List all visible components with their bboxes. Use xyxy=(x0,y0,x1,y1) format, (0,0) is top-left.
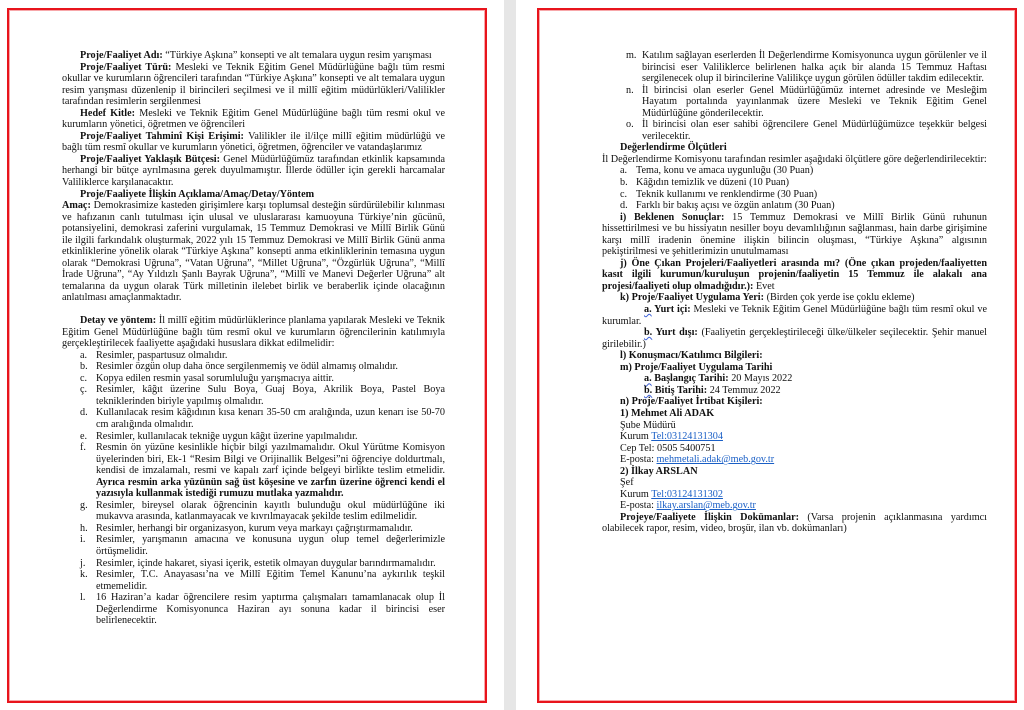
speaker-info xyxy=(602,350,987,362)
list-item-text: İl birincisi olan eser sahibi öğrencilere Genel Müdürlüğümüzce teşekkür belgesi verilecektir. xyxy=(642,119,987,142)
document-page-2 xyxy=(526,0,1024,710)
abroad-paragraph xyxy=(602,327,987,350)
project-type-label: Proje/Faaliyet Türü: xyxy=(80,61,172,73)
rules-continued-list xyxy=(602,50,987,142)
list-marker: n. xyxy=(626,84,634,96)
contact-title: Şube Müdürü xyxy=(620,419,676,431)
list-item-text: Resimler özgün olup daha önce sergilenmemiş ve ödül almamış olmalıdır. xyxy=(96,361,398,373)
list-item-text: Resimler, bireysel olarak öğrencinin kayıtlı bulunduğu okul müdürlüğüne iki mukavva arasında, katlanmayacak ve kıvrılmayacak şekilde teslim edilmelidir. xyxy=(96,499,445,523)
start-date-label: Başlangıç Tarihi: xyxy=(651,373,729,385)
reach-label: Proje/Faaliyet Tahminî Kişi Erişimi: xyxy=(80,130,244,142)
start-date-marker: a. xyxy=(644,373,652,385)
list-item xyxy=(62,442,445,500)
location-text: (Birden çok yerde ise çoklu ekleme) xyxy=(764,292,915,304)
list-item xyxy=(62,500,445,523)
project-type-text: Mesleki ve Teknik Eğitim Genel Müdürlüğüne bağlı tüm resmi okullar ve kurumların öğrencileri tarafından “Türkiye Aşkına” konsepti ve alt temalara uygun resim yarışması düzenlenip il birincileri seçilmesi ve il millî eğitim müdürlükleri/Valilikler tarafından resimlerin sergilenmesi xyxy=(62,61,446,108)
list-item xyxy=(602,189,987,201)
contact-kurum-label: Kurum xyxy=(620,488,652,500)
rules-list xyxy=(62,350,445,627)
list-item-text: Teknik kullanımı ve renklendirme (30 Puan) xyxy=(636,188,818,200)
spacer xyxy=(62,304,445,315)
list-item xyxy=(62,384,445,407)
target-audience-label: Hedef Kitle: xyxy=(80,107,136,119)
list-item-text: Resimler, T.C. Anayasası’na ve Millî Eğitim Temel Kanunu’na aykırılık teşkil etmemelidir. xyxy=(96,569,445,592)
documents-label: Projeye/Faaliyete İlişkin Dokümanlar: xyxy=(620,511,800,523)
abroad-text: (Faaliyetin gerçekleştirileceği ülke/ülkeler seçilecektir. Şehir manuel girilebilir.) xyxy=(602,327,988,350)
project-type-paragraph xyxy=(62,62,445,108)
list-item-text: Kullanılacak resim kâğıdının kısa kenarı 35-50 cm aralığında, uzun kenarı ise 50-70 cm aralığında olmalıdır. xyxy=(96,407,445,430)
expected-results-label: i) Beklenen Sonuçlar: xyxy=(620,211,725,223)
contacts-heading xyxy=(602,396,987,408)
date-heading-label: m) Proje/Faaliyet Uygulama Tarihi xyxy=(620,361,773,373)
abroad-marker: b. xyxy=(644,327,653,339)
list-marker: o. xyxy=(626,119,634,131)
list-item-text: Tema, konu ve amaca uygunluğu (30 Puan) xyxy=(636,165,814,177)
date-heading xyxy=(602,362,987,374)
featured-project-paragraph xyxy=(602,258,987,293)
list-item xyxy=(62,558,445,570)
list-item xyxy=(62,407,445,430)
list-item-bold-text: Ayrıca resmin arka yüzünün sağ üst köşesine ve zarfın üzerine öğrenci kendi el yazısıyla kullanmak istediği rumuzu mutlaka yazmalıdır. xyxy=(96,476,445,500)
method-label: Detay ve yöntem: xyxy=(80,315,157,327)
expected-results-paragraph xyxy=(602,212,987,258)
list-item-text: Resmin ön yüzüne kesinlikle hiçbir bilgi yazılmamalıdır. Okul Yürütme Komisyon üyelerinden biri, Ek-1 “Resim Bilgi ve Orijinallik Belgesi”ni öğrenciye doldurtmalı, kendisi de imzalamalı, resmi ve kapalı zarf içinde belgeyi birlikte teslim etmelidir. xyxy=(96,442,445,477)
contact-title: Şef xyxy=(620,477,634,489)
featured-project-label: j) Öne Çıkan Projeleri/Faaliyetleri arasında mı? (Öne çıkan projeden/faaliyetten kasıt ilgili kurumun/kuruluşun projenin/faaliyetin 15 Temmuz ile alakalı ana projesi/faaliyeti olup olmadığıdır.): xyxy=(602,257,987,292)
contact-kurum-label: Kurum xyxy=(620,431,652,443)
list-marker: g. xyxy=(80,499,88,511)
contacts-heading-label: n) Proje/Faaliyet İrtibat Kişileri: xyxy=(620,396,763,408)
list-marker: d. xyxy=(80,407,88,419)
list-item xyxy=(62,523,445,535)
list-item xyxy=(62,592,445,627)
list-marker: c. xyxy=(620,188,628,200)
method-text: İl millî eğitim müdürlüklerince planlama yapılarak Mesleki ve Teknik Eğitim Genel Müdürlüğüne bağlı tüm resmî okul ve kurumların öğrencilerinin katılımıyla gerçekleştirilecek faaliyette aşağıdaki hususlara dikkat edilmelidir: xyxy=(62,315,445,350)
contact-email-label: E-posta: xyxy=(620,500,657,512)
contact-name: 2) İlkay ARSLAN xyxy=(620,465,698,477)
featured-project-value: Evet xyxy=(753,280,775,292)
list-item xyxy=(602,165,987,177)
list-item-text: Farklı bir bakış açısı ve özgün anlatım (30 Puan) xyxy=(636,200,835,212)
list-item xyxy=(62,373,445,385)
list-item-text: Resimler, yarışmanın amacına ve konusuna uygun olup temel değerlerimizle örtüşmelidir. xyxy=(96,534,445,557)
method-paragraph xyxy=(62,315,445,350)
reach-paragraph xyxy=(62,131,445,154)
list-marker: k. xyxy=(80,569,88,581)
location-label: k) Proje/Faaliyet Uygulama Yeri: xyxy=(620,292,765,304)
start-date xyxy=(602,373,987,385)
document-page-1 xyxy=(0,0,497,710)
reach-text: Valilikler ile il/ilçe millî eğitim müdürlüğü ve bağlı tüm resmî okullar ve kurumların yönetici, öğretmen, öğrenciler ve vatandaşlarımız xyxy=(62,130,445,154)
list-item-text: Resimler, paspartusuz olmalıdır. xyxy=(96,349,228,361)
list-item-text: İl birincisi olan eserler Genel Müdürlüğümüz internet adresinde ve Mesleğim Hayatım portalında yayınlanmak üzere Mesleki ve Teknik Eğitim Genel Müdürlüğüne gönderilecektir. xyxy=(642,84,987,119)
page-body xyxy=(602,50,987,535)
list-item xyxy=(62,569,445,592)
list-marker: m. xyxy=(626,50,637,61)
list-item xyxy=(602,119,987,142)
list-marker: l. xyxy=(80,592,86,604)
list-marker: a. xyxy=(80,349,88,361)
purpose-label: Amaç: xyxy=(62,200,91,212)
list-item-text: Resimler, kâğıt üzerine Sulu Boya, Guaj Boya, Akrilik Boya, Pastel Boya tekniklerinden biriyle yapılmış olmalıdır. xyxy=(96,384,445,407)
description-heading xyxy=(62,189,445,201)
abroad-label: Yurt dışı: xyxy=(652,327,698,339)
project-name-paragraph xyxy=(62,50,445,62)
documents-paragraph xyxy=(602,512,987,535)
list-item xyxy=(62,431,445,443)
contact-name: 1) Mehmet Ali ADAK xyxy=(620,407,715,419)
location-paragraph xyxy=(602,292,987,304)
list-marker: b. xyxy=(620,177,628,189)
criteria-heading-text: Değerlendirme Ölçütleri xyxy=(620,142,727,154)
list-marker: e. xyxy=(80,430,88,442)
purpose-text: Demokrasimize kasteden girişimlere karşı toplumsal desteğin sürdürülebilir kılınması ve hafızanın canlı tutulması için ulusal ve uluslararası kamuoyuna Türkiye’nin gücünü, potansiyelini, demokrasi zaferini vurgulamak, 15 Temmuz Demokrasi ve Millî Birlik Günü ile ilgili farkındalık oluşturmak, 2022 yılı 15 Temmuz Demokrasi ve Millî Birlik Günü anma etkinliklerine yönelik olarak “Türkiye Aşkına” konsepti anma etkinliklerinin temasına uygun olarak “Demokrasi Uğruna”, “Vatan Uğruna”, “Millet Uğruna”, “Özgürlük Uğruna”, “Millî İrade Uğruna”, “Ay Yıldızlı Şanlı Bayrak Uğruna”, “Millî ve Manevi Değerler Uğruna” alt temalarına da uygun olarak Türk milletinin ilelebet birlik ve beraberlik içinde olacağının anlatılması amaçlanmaktadır. xyxy=(62,200,445,304)
list-item xyxy=(602,200,987,212)
documents-text: (Varsa projenin açıklanmasına yardımcı olabilecek rapor, resim, video, broşür, ilan vb. dokümanları) xyxy=(602,511,988,535)
contact-1 xyxy=(602,408,987,466)
speaker-info-label: l) Konuşmacı/Katılımcı Bilgileri: xyxy=(620,350,763,362)
contact-phone-link[interactable]: Tel:03124131302 xyxy=(651,488,723,500)
domestic-marker: a. xyxy=(644,304,652,316)
target-audience-text: Mesleki ve Teknik Eğitim Genel Müdürlüğüne bağlı tüm resmi okul ve kurumların yönetici, öğretmen ve öğrencileri xyxy=(62,107,445,131)
criteria-list xyxy=(602,165,987,211)
list-item-text: Resimler, kullanılacak tekniğe uygun kâğıt üzerine yapılmalıdır. xyxy=(96,430,358,442)
contact-email-link[interactable]: mehmetali.adak@meb.gov.tr xyxy=(656,454,775,466)
start-date-value: 20 Mayıs 2022 xyxy=(728,373,793,385)
list-item xyxy=(62,534,445,557)
list-marker: f. xyxy=(80,442,86,454)
list-item xyxy=(62,361,445,373)
list-marker: ç. xyxy=(80,384,88,396)
contact-mobile: Cep Tel: 0505 5400751 xyxy=(620,442,716,454)
project-name-text: “Türkiye Aşkına” konsepti ve alt temalara uygun resim yarışması xyxy=(162,50,432,61)
expected-results-text: 15 Temmuz Demokrasi ve Millî Birlik Günü ruhunun hissettirilmesi ve bu hissiyatın nesiller boyu devamlılığının sağlanması, hain darbe girişimine karşı millî iradenin önemine ilişkin bilincin oluşması, “Türkiye Aşkına” algısının pekiştirilmesi ve şehitlerimizin unutulmaması xyxy=(602,211,987,258)
budget-text: Genel Müdürlüğümüz tarafından etkinlik kapsamında herhangi bir bütçe ayrılmasına gerek duyulmamıştır. İllerde ödüller için gerekli harcamalar Valiliklerce karşılanacaktır. xyxy=(62,153,445,189)
domestic-label: Yurt içi: xyxy=(651,304,691,316)
list-marker: h. xyxy=(80,522,88,534)
end-date-label: Bitiş Tarihi: xyxy=(652,384,708,396)
list-marker: c. xyxy=(80,372,88,384)
list-item-text: Katılım sağlayan eserlerden İl Değerlendirme Komisyonunca uygun görülenler ve il birincisi eser Valiliklerce belirlenen halka açık bir alanda 15 Temmuz Haftası sergilenecek olup il birincilerine Valilikçe uygun görülen ödüller takdim edilecektir. xyxy=(642,50,987,85)
contact-email-label: E-posta: xyxy=(620,454,657,466)
list-item xyxy=(62,350,445,362)
list-item xyxy=(602,85,987,120)
list-item xyxy=(602,177,987,189)
list-marker: i. xyxy=(80,534,86,546)
project-name-label: Proje/Faaliyet Adı: xyxy=(80,50,163,61)
domestic-paragraph xyxy=(602,304,987,327)
criteria-intro: İl Değerlendirme Komisyonu tarafından resimler aşağıdaki ölçütlere göre değerlendirilecektir: xyxy=(602,153,987,165)
page-gutter-scrollbar[interactable] xyxy=(504,0,516,710)
description-heading-text: Proje/Faaliyete İlişkin Açıklama/Amaç/Detay/Yöntem xyxy=(80,188,315,200)
contact-email-link[interactable]: ilkay.arslan@meb.gov.tr xyxy=(656,500,756,512)
end-date xyxy=(602,385,987,397)
end-date-marker: b. xyxy=(644,384,653,396)
contact-phone-link[interactable]: Tel:03124131304 xyxy=(651,431,723,443)
list-item-text: Kopya edilen resmin yasal sorumluluğu yarışmacıya aittir. xyxy=(96,372,334,384)
purpose-paragraph xyxy=(62,200,445,304)
list-item-text: Kâğıdın temizlik ve düzeni (10 Puan) xyxy=(636,177,790,189)
contact-2 xyxy=(602,466,987,512)
list-marker: j. xyxy=(80,557,86,569)
end-date-value: 24 Temmuz 2022 xyxy=(707,384,781,396)
list-item-text: Resimler, herhangi bir organizasyon, kurum veya markayı çağrıştırmamalıdır. xyxy=(96,522,413,534)
list-item xyxy=(602,50,987,85)
budget-paragraph xyxy=(62,154,445,189)
domestic-text: Mesleki ve Teknik Eğitim Genel Müdürlüğüne bağlı tüm resmî okul ve kurumlar. xyxy=(602,304,987,327)
list-item-text: Resimler, içinde hakaret, siyasi içerik, estetik olmayan duygular barındırmamalıdır. xyxy=(96,557,436,569)
list-marker: d. xyxy=(620,200,628,212)
page-body xyxy=(62,50,445,627)
list-item-text: 16 Haziran’a kadar öğrencilere resim yaptırma çalışmaları tamamlanacak olup İl Değerlendirme Komisyonunca Haziran ayı sonuna kadar il birincisi eser belirlenecektir. xyxy=(96,592,445,627)
budget-label: Proje/Faaliyet Yaklaşık Bütçesi: xyxy=(80,153,221,165)
target-audience-paragraph xyxy=(62,108,445,131)
criteria-heading xyxy=(602,142,987,154)
list-marker: a. xyxy=(620,165,628,177)
list-marker: b. xyxy=(80,361,88,373)
